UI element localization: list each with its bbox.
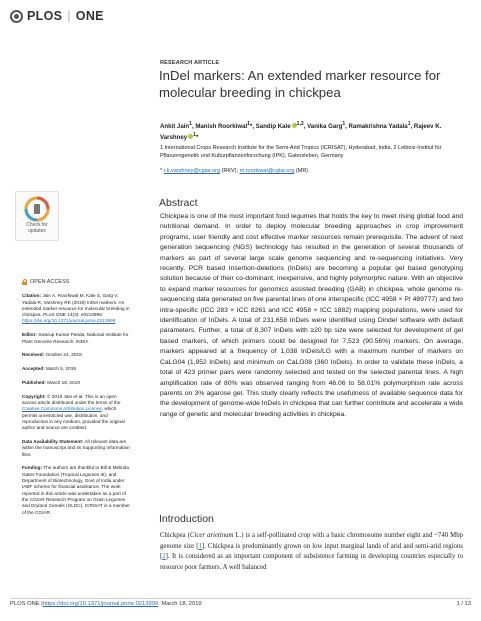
intro-text: ]. Chickpea is predominantly grown on low input marginal lands of arid and semi-arid regions [ <box>160 542 464 561</box>
article-title: InDel markers: An extended marker resource for molecular breeding in chickpea <box>159 68 441 100</box>
author-name[interactable]: , Rajeev K. Varshney <box>160 123 442 142</box>
abstract-body: Chickpea is one of the most important food legumes that holds the key to meet rising global food and nutritional demand. In order to deploy molecular breeding approaches in crop improvement programs, user friendly and cost effective marker resources remain prerequisite. The advent of next generation sequencing (NGS) technology has resulted in the generation of several thousands of markers as part of several large scale genome sequencing and re-sequencing initiatives. Very recently, PCR based Insertion-deletions (InDels) are becoming a popular gel based genotyping solution because of their co-dominant, inexpensive, and highly polymorphic nature. With an objective to expand marker resources for genomics assisted breeding (GAB) in chickpea, whole genome re-sequencing data generated on five parental lines of one interspecific (ICC 4958 × PI 489777) and two intra-specific (ICC 283 × ICC 8261 and ICC 4958 × ICC 1882) mapping populations, were used for identification of InDels. A total of 231,658 InDels were identified using Dindel software with default parameters. Further, a total of 8,307 InDels with ≥20 bp size were selected for development of gel based markers, of which primers could be designed for 7,523 (90.56%) markers. On average, markers appeared at a frequency of 1,038 InDels/LG with a maximum number of markers on CaLG04 (1,952 InDels) and minimum on CaLG08 (360 InDels). In order to validate these InDels, a total of 423 primer pairs were randomly selected and tested on the selected parental lines. A high amplification rate of 80% was observed ranging from 46.06 to 58.01% polymorphism rate across parents on 3% agarose gel. This study clearly reflects the usefulness of available sequence data for the development of genome-wide InDels in chickpea that can further contribute and accelerate a wide range of genetic and molecular breeding activities in chickpea. <box>160 213 463 418</box>
intro-text: ]. It is considered as an important component of subsistence farming in developing countries especially to resource poor farmers. A well balanced <box>160 553 463 571</box>
intro-text: Chickpea ( <box>160 532 190 539</box>
footer-date: March 18, 2019 <box>158 601 202 607</box>
footer-doi-link[interactable]: https://doi.org/10.1371/journal.pone.0213999 <box>42 601 159 607</box>
plos-logo-icon <box>10 10 23 23</box>
logo-separator: | <box>67 9 71 23</box>
page-footer <box>10 601 471 607</box>
email-link[interactable]: r.k.varshney@cgiar.org <box>163 168 221 174</box>
author-name[interactable]: , Ramakrishna Yadala <box>345 123 408 131</box>
copyright-block <box>22 394 132 432</box>
data-availability-block <box>22 439 132 458</box>
funding-text: The authors are thankful to Bill & Melinda Gates Foundation (Tropical Legumes III), and Department of Biotechnology, Govt of India under IABF scheme for financial assistance. The work reported in this article was undertaken as a part of the CGIAR Research Program on Grain Legumes and Dryland Cereals (GLDC). ICRISAT is a member of the CGIAR. <box>22 465 130 515</box>
corr-suffix: (MR) <box>294 168 309 174</box>
license-link[interactable]: Creative Commons Attribution License <box>22 406 102 412</box>
accepted-block <box>22 366 132 372</box>
author-name: * <box>195 134 199 142</box>
logo-right-text: ONE <box>75 9 104 23</box>
accepted-label: Accepted: <box>22 366 45 372</box>
article-metadata-sidebar <box>22 279 132 523</box>
citation-text: Jain A, Roorkiwal M, Kale S, Garg V, Yadala R, Varshney RK (2019) InDel markers: An extended marker resource for molecular breeding in chickpea. PLoS ONE 14(3): e0213999. <box>22 293 130 318</box>
citation-doi-link[interactable]: https://doi.org/10.1371/journal.pone.0213999 <box>22 318 116 324</box>
reference-link[interactable]: 1 <box>198 542 202 550</box>
affil-sup: 1 <box>247 121 250 127</box>
author-list <box>160 120 460 142</box>
badge-line1: Check for <box>26 222 48 228</box>
affil-sup: 1 <box>193 132 196 139</box>
corresponding-authors <box>160 168 460 174</box>
published-text: March 18, 2019 <box>45 379 80 385</box>
author-name[interactable]: Ankit Jain <box>160 123 190 131</box>
badge-text <box>26 223 47 234</box>
editor-text: Swarup Kumar Parida, National Institute for Plant Genome Research, INDIA <box>22 332 129 344</box>
copyright-text-2: , which permits unrestricted use, distribution, and reproduction in any medium, provided the original author and source are credited. <box>22 406 125 431</box>
corr-prefix: * <box>160 168 164 174</box>
email-link[interactable]: m.roorkiwal@cgiar.org <box>239 168 295 174</box>
published-label: Published: <box>22 379 46 385</box>
check-updates-icon <box>24 196 50 222</box>
reference-link[interactable]: 2 <box>162 553 166 561</box>
received-label: Received: <box>22 352 45 358</box>
corr-mid: (RKV); <box>220 168 240 174</box>
author-name[interactable]: , Manish Roorkiwal <box>191 123 248 131</box>
editor-label: Editor: <box>22 332 38 338</box>
affil-sup: 1 <box>407 121 411 127</box>
copyright-label: Copyright: <box>22 393 46 399</box>
funding-label: Funding: <box>22 465 43 471</box>
journal-logo[interactable] <box>10 9 104 23</box>
logo-left-text: PLOS <box>27 9 63 23</box>
affiliations: 1 International Crops Research Institute for the Semi-Arid Tropics (ICRISAT), Hyderabad, India, 2 Leibniz-Institut für Pflanzengenetik und Kulturpflanzenforschung (IPK), Gatersleben, Germany <box>160 145 442 159</box>
open-access-lock-icon <box>22 279 27 285</box>
copyright-text: © 2019 Jain et al. This is an open access article distributed under the terms of the <box>22 393 121 406</box>
accepted-text: March 5, 2019 <box>44 366 76 372</box>
badge-line2: updates <box>28 227 46 234</box>
intro-text: L.) is a self-pollinated crop with a basic chromosome number eight and ~740 Mbp genome size [ <box>160 532 463 550</box>
data-availability-label: Data Availability Statement: <box>22 439 84 445</box>
article-type-label: RESEARCH ARTICLE <box>160 60 220 66</box>
footer-divider <box>10 598 471 599</box>
abstract-heading: Abstract <box>159 197 198 209</box>
editor-block <box>22 332 132 345</box>
introduction-body <box>160 531 463 573</box>
funding-block <box>22 465 132 515</box>
received-text: October 24, 2018 <box>44 352 82 358</box>
data-availability-text: All relevant data are within the manuscript and its Supporting Information files. <box>22 439 130 457</box>
check-for-updates-badge[interactable] <box>15 191 59 241</box>
affil-sup: 1,2 <box>296 121 304 127</box>
affil-sup: 1 <box>342 121 346 127</box>
received-block <box>22 352 132 358</box>
page-number: 1 / 13 <box>456 601 471 607</box>
open-access-text: OPEN ACCESS <box>30 279 70 285</box>
author-name[interactable]: *, Sandip Kale <box>249 123 291 131</box>
footer-journal: PLOS ONE | <box>10 601 43 607</box>
author-name[interactable]: , Vanika Garg <box>303 123 343 131</box>
introduction-heading: Introduction <box>159 513 214 525</box>
citation-label: Citation: <box>22 293 42 299</box>
published-block <box>22 380 132 386</box>
open-access-label <box>22 279 132 285</box>
species-name: Cicer arietinum <box>189 532 234 539</box>
citation-block <box>22 293 132 324</box>
affil-sup: 1 <box>189 121 192 127</box>
